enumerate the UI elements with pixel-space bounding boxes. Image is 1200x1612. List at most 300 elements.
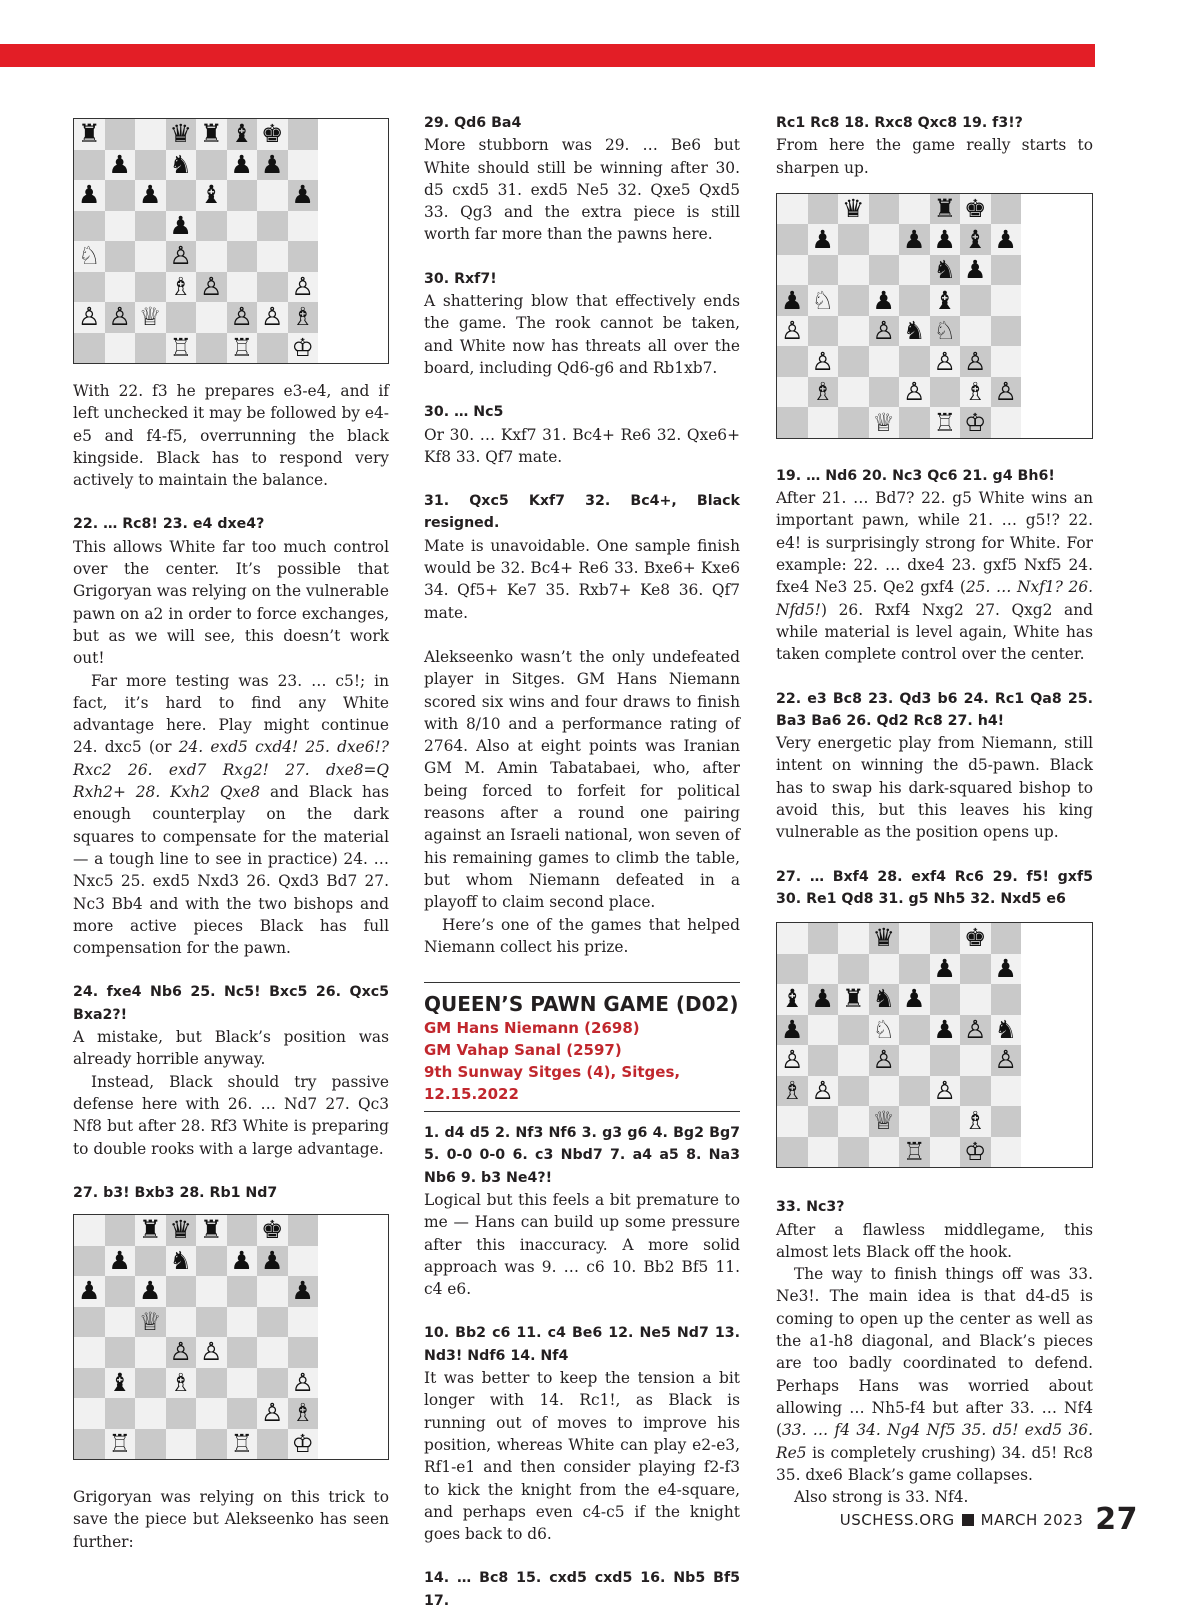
board-square — [105, 211, 136, 242]
board-square — [991, 285, 1022, 316]
black-queen-icon: ♛ — [842, 194, 865, 224]
black-queen-icon: ♛ — [169, 119, 192, 149]
board-square — [196, 1337, 227, 1368]
move-heading: 30. Rxf7! — [424, 270, 497, 287]
board-square — [991, 1015, 1022, 1046]
board-square — [288, 150, 319, 181]
board-square — [899, 1106, 930, 1137]
black-rook-icon: ♜ — [139, 1215, 162, 1245]
board-square — [135, 272, 166, 303]
board-square — [227, 1368, 258, 1399]
board-square — [105, 1337, 136, 1368]
black-rook-icon: ♜ — [200, 119, 223, 149]
board-square — [166, 119, 197, 150]
board-square — [288, 241, 319, 272]
move-heading: Rc1 Rc8 18. Rxc8 Qxc8 19. f3!? — [776, 115, 1023, 131]
board-square — [899, 285, 930, 316]
white-pawn-icon: ♙ — [108, 302, 131, 332]
board-square — [838, 346, 869, 377]
board-square — [74, 1429, 105, 1460]
board-square — [869, 346, 900, 377]
board-square — [166, 302, 197, 333]
move-heading: 29. Qd6 Ba4 — [424, 115, 522, 131]
board-square — [838, 255, 869, 286]
board-square — [288, 1307, 319, 1338]
board-square — [869, 407, 900, 438]
board-square — [991, 1106, 1022, 1137]
board-square — [808, 1015, 839, 1046]
board-square — [135, 1429, 166, 1460]
white-bishop-icon: ♗ — [964, 377, 987, 407]
black-pawn-icon: ♟ — [781, 1014, 804, 1044]
black-bishop-icon: ♝ — [200, 180, 223, 210]
white-pawn-icon: ♙ — [964, 1014, 987, 1044]
black-pawn-icon: ♟ — [964, 255, 987, 285]
board-square — [74, 1307, 105, 1338]
board-square — [196, 1276, 227, 1307]
board-square — [135, 1368, 166, 1399]
board-square — [227, 1246, 258, 1277]
paragraph: Far more testing was 23. … c5!; in fact, it’s hard to find any White advantage here. Play might continue 24. dxc5 (or 24. exd5 cxd4! 25. dxe6!? Rxc2 26. exd7 Rxg2! 27. dxe8=Q Rxh2+ 28. Kxh2 Qxe8 and Black has enough counterplay on the dark squares to compensate for the material — a tough line to see in practice) 24. … Nxc5 25. exd5 Nxd3 26. Qxd3 Bd7 27. Nc3 Bb4 and with the two bishops and more active pieces Black has full compensation for the pawn. — [73, 671, 389, 958]
board-square — [838, 377, 869, 408]
chess-diagram-1 — [73, 118, 389, 364]
white-bishop-icon: ♗ — [291, 1398, 314, 1428]
board-square — [899, 316, 930, 347]
board-square — [869, 377, 900, 408]
white-king-icon: ♔ — [291, 332, 314, 362]
black-pawn-icon: ♟ — [933, 953, 956, 983]
board-square — [777, 1076, 808, 1107]
board-square — [777, 923, 808, 954]
board-square — [196, 1307, 227, 1338]
black-pawn-icon: ♟ — [872, 285, 895, 315]
board-square — [838, 954, 869, 985]
white-pawn-icon: ♙ — [933, 1075, 956, 1105]
page-number: 27 — [1095, 1502, 1138, 1537]
board-square — [227, 180, 258, 211]
white-knight-icon: ♘ — [933, 316, 956, 346]
black-pawn-icon: ♟ — [108, 149, 131, 179]
board-square — [869, 1076, 900, 1107]
board-square — [166, 1276, 197, 1307]
board-square — [960, 377, 991, 408]
white-queen-icon: ♕ — [139, 302, 162, 332]
black-pawn-icon: ♟ — [169, 210, 192, 240]
white-pawn-icon: ♙ — [872, 316, 895, 346]
white-knight-icon: ♘ — [872, 1014, 895, 1044]
black-pawn-icon: ♟ — [994, 224, 1017, 254]
white-bishop-icon: ♗ — [811, 377, 834, 407]
board-square — [74, 302, 105, 333]
board-square — [288, 302, 319, 333]
black-pawn-icon: ♟ — [261, 1245, 284, 1275]
board-square — [838, 407, 869, 438]
board-square — [808, 346, 839, 377]
black-player: GM Vahap Sanal (2597) — [424, 1041, 622, 1060]
chess-diagram-3 — [776, 193, 1093, 439]
move-heading: 30. … Nc5 — [424, 404, 504, 421]
black-pawn-icon: ♟ — [811, 984, 834, 1014]
board-square — [135, 241, 166, 272]
board-square — [930, 377, 961, 408]
board-square — [105, 119, 136, 150]
white-knight-icon: ♘ — [811, 285, 834, 315]
black-pawn-icon: ♟ — [994, 953, 1017, 983]
paragraph: A mistake, but Black’s position was already horrible anyway. — [73, 1028, 389, 1069]
paragraph: The way to finish things off was 33. Ne3!. The main idea is that d4-d5 is coming to open up the center as well as the a1-h8 diagonal, and Black’s pieces are too badly coordinated to defend. Perhaps Hans was worried about allowing … Nh5-f4 but after 33. … Nf4 (33. … f4 34. Ng4 Nf5 35. d5! exd5 36. Re5 is completely crushing) 34. d5! Rc8 35. dxe6 Black’s game collapses. — [776, 1265, 1093, 1484]
board-square — [135, 302, 166, 333]
board-square — [166, 1307, 197, 1338]
white-pawn-icon: ♙ — [781, 316, 804, 346]
board-square — [930, 285, 961, 316]
white-pawn-icon: ♙ — [811, 1075, 834, 1105]
board-square — [74, 1398, 105, 1429]
white-pawn-icon: ♙ — [994, 377, 1017, 407]
board-square — [257, 1398, 288, 1429]
black-pawn-icon: ♟ — [139, 1276, 162, 1306]
board-square — [288, 1337, 319, 1368]
board-square — [991, 407, 1022, 438]
paragraph: It was better to keep the tension a bit longer with 14. Rc1!, as Black is running out of moves to improve his position, whereas White can play e2-e3, Rf1-e1 and then consider playing f2-f3 to kick the knight from the e4-square, and perhaps even c4-c5 if the knight goes back to d6. — [424, 1369, 740, 1544]
board-square — [808, 377, 839, 408]
paragraph: Very energetic play from Niemann, still intent on winning the d5-pawn. Black has to swap his dark-squared bishop to avoid this, but this leaves his king vulnerable as the position opens up. — [776, 734, 1093, 842]
board-square — [777, 1045, 808, 1076]
board-square — [960, 407, 991, 438]
board-square — [838, 1106, 869, 1137]
black-rook-icon: ♜ — [933, 194, 956, 224]
black-pawn-icon: ♟ — [781, 285, 804, 315]
black-pawn-icon: ♟ — [230, 149, 253, 179]
board-square — [257, 1429, 288, 1460]
black-pawn-icon: ♟ — [261, 149, 284, 179]
move-heading: 27. … Bxf4 28. exf4 Rc6 29. f5! gxf5 30. Re1 Qd8 31. g5 Nh5 32. Nxd5 e6 — [776, 868, 1093, 907]
board-square — [166, 1398, 197, 1429]
white-bishop-icon: ♗ — [291, 302, 314, 332]
site-name: USCHESS.ORG — [839, 1510, 955, 1529]
board-square — [227, 1276, 258, 1307]
black-pawn-icon: ♟ — [933, 1014, 956, 1044]
white-bishop-icon: ♗ — [169, 1367, 192, 1397]
board-square — [257, 333, 288, 364]
board-square — [991, 377, 1022, 408]
board-square — [960, 954, 991, 985]
board-square — [227, 119, 258, 150]
board-square — [808, 984, 839, 1015]
board-square — [869, 1137, 900, 1168]
board-square — [991, 1045, 1022, 1076]
board-square — [808, 194, 839, 225]
board-square — [288, 272, 319, 303]
board-square — [991, 923, 1022, 954]
board-square — [74, 1337, 105, 1368]
white-pawn-icon: ♙ — [261, 302, 284, 332]
board-square — [74, 119, 105, 150]
board-square — [135, 211, 166, 242]
black-king-icon: ♚ — [261, 1215, 284, 1245]
board-square — [960, 1137, 991, 1168]
black-bishop-icon: ♝ — [964, 224, 987, 254]
board-square — [838, 316, 869, 347]
white-pawn-icon: ♙ — [781, 1045, 804, 1075]
chess-diagram-4 — [776, 922, 1093, 1168]
board-square — [960, 255, 991, 286]
board-square — [135, 1398, 166, 1429]
move-heading: 22. … Rc8! 23. e4 dxe4? — [73, 516, 265, 533]
board-square — [777, 954, 808, 985]
board-square — [960, 346, 991, 377]
board-square — [135, 333, 166, 364]
board-square — [869, 194, 900, 225]
board-square — [105, 1215, 136, 1246]
black-knight-icon: ♞ — [169, 1245, 192, 1275]
white-pawn-icon: ♙ — [169, 1337, 192, 1367]
board-square — [74, 180, 105, 211]
board-square — [869, 316, 900, 347]
board-square — [105, 1246, 136, 1277]
paragraph: Mate is unavoidable. One sample finish would be 32. Bc4+ Re6 33. Bxe6+ Kxe6 34. Qf5+ Ke7 35. Rxb7+ Ke8 36. Qf7 mate. — [424, 536, 740, 622]
white-bishop-icon: ♗ — [964, 1106, 987, 1136]
board-square — [135, 180, 166, 211]
black-rook-icon: ♜ — [200, 1215, 223, 1245]
board-square — [808, 1076, 839, 1107]
board-square — [227, 1337, 258, 1368]
game-title: QUEEN’S PAWN GAME (D02) — [424, 992, 739, 1017]
page-footer — [840, 1502, 1138, 1537]
column-2 — [424, 112, 740, 1612]
black-rook-icon: ♜ — [842, 984, 865, 1014]
paragraph: After a flawless middlegame, this almost lets Black off the hook. — [776, 1220, 1093, 1261]
black-pawn-icon: ♟ — [903, 224, 926, 254]
white-pawn-icon: ♙ — [200, 1337, 223, 1367]
paragraph: Grigoryan was relying on this trick to save the piece but Alekseenko has seen further: — [73, 1488, 389, 1551]
board-square — [257, 180, 288, 211]
board-square — [991, 224, 1022, 255]
board-square — [777, 346, 808, 377]
game-header — [424, 982, 740, 1112]
paragraph: Instead, Black should try passive defense here with 26. … Nd7 27. Qc3 Nf8 but after 28. Rf3 White is preparing to double rooks with a large advantage. — [73, 1072, 389, 1158]
board-square — [105, 272, 136, 303]
board-square — [135, 1246, 166, 1277]
black-knight-icon: ♞ — [994, 1014, 1017, 1044]
board-square — [105, 150, 136, 181]
board-square — [899, 984, 930, 1015]
white-pawn-icon: ♙ — [261, 1398, 284, 1428]
board-square — [899, 194, 930, 225]
board-square — [227, 1307, 258, 1338]
board-square — [196, 119, 227, 150]
board-square — [930, 194, 961, 225]
board-square — [196, 1215, 227, 1246]
board-square — [808, 954, 839, 985]
board-square — [288, 1368, 319, 1399]
board-square — [899, 407, 930, 438]
board-square — [105, 180, 136, 211]
board-square — [105, 333, 136, 364]
board-square — [288, 1276, 319, 1307]
board-square — [808, 224, 839, 255]
black-pawn-icon: ♟ — [291, 1276, 314, 1306]
white-pawn-icon: ♙ — [872, 1045, 895, 1075]
board-square — [808, 316, 839, 347]
board-square — [991, 346, 1022, 377]
board-square — [777, 984, 808, 1015]
board-square — [808, 285, 839, 316]
board-square — [960, 316, 991, 347]
board-square — [105, 1368, 136, 1399]
black-pawn-icon: ♟ — [139, 180, 162, 210]
paragraph: After 21. … Bd7? 22. g5 White wins an important pawn, while 21. … g5!? 22. e4! is surprisingly strong for White. For example: 22. … dxe4 23. gxf5 Nxf5 24. fxe4 Ne3 25. Qe2 gxf4 (25. … Nxf1? 26. Nfd5!) 26. Rxf4 Nxg2 27. Qxg2 and while material is level again, White has taken complete control over the center. — [776, 489, 1094, 664]
white-queen-icon: ♕ — [139, 1306, 162, 1336]
black-bishop-icon: ♝ — [230, 119, 253, 149]
board-square — [166, 241, 197, 272]
board-square — [288, 119, 319, 150]
event-info: 9th Sunway Sitges (4), Sitges, 12.15.2022 — [424, 1063, 681, 1104]
board-square — [930, 407, 961, 438]
board-square — [196, 302, 227, 333]
white-bishop-icon: ♗ — [169, 271, 192, 301]
board-square — [960, 194, 991, 225]
board-square — [960, 1015, 991, 1046]
board-square — [838, 1015, 869, 1046]
black-king-icon: ♚ — [964, 923, 987, 953]
black-king-icon: ♚ — [964, 194, 987, 224]
board-square — [869, 1045, 900, 1076]
black-knight-icon: ♞ — [872, 984, 895, 1014]
board-square — [257, 302, 288, 333]
black-queen-icon: ♛ — [872, 923, 895, 953]
board-square — [777, 224, 808, 255]
board-square — [74, 272, 105, 303]
black-pawn-icon: ♟ — [78, 180, 101, 210]
board-square — [257, 150, 288, 181]
board-square — [166, 211, 197, 242]
white-pawn-icon: ♙ — [994, 1045, 1017, 1075]
black-knight-icon: ♞ — [903, 316, 926, 346]
white-king-icon: ♔ — [964, 407, 987, 437]
board-square — [227, 241, 258, 272]
board-square — [930, 346, 961, 377]
board-square — [257, 211, 288, 242]
board-square — [899, 1076, 930, 1107]
board-square — [166, 180, 197, 211]
board-square — [227, 302, 258, 333]
move-heading: 24. fxe4 Nb6 25. Nc5! Bxc5 26. Qxc5 Bxa2?! — [73, 984, 389, 1023]
column-1 — [73, 112, 389, 1553]
white-rook-icon: ♖ — [230, 332, 253, 362]
board-square — [166, 1368, 197, 1399]
black-pawn-icon: ♟ — [291, 180, 314, 210]
board-square — [930, 954, 961, 985]
board-square — [166, 1246, 197, 1277]
move-heading: 14. … Bc8 15. cxd5 cxd5 16. Nb5 Bf5 17. — [424, 1570, 740, 1609]
board-square — [930, 984, 961, 1015]
board-square — [991, 316, 1022, 347]
board-square — [899, 1015, 930, 1046]
board-square — [257, 1276, 288, 1307]
paragraph: More stubborn was 29. … Be6 but White should still be winning after 30. d5 cxd5 31. exd5 Ne5 32. Qxe5 Qxd5 33. Qg3 and the extra piece is still worth far more than the pawns here. — [424, 136, 740, 244]
board-square — [808, 255, 839, 286]
board-square — [899, 1137, 930, 1168]
black-bishop-icon: ♝ — [781, 984, 804, 1014]
white-pawn-icon: ♙ — [964, 346, 987, 376]
board-square — [991, 1137, 1022, 1168]
board-square — [74, 211, 105, 242]
black-bishop-icon: ♝ — [933, 285, 956, 315]
board-square — [288, 333, 319, 364]
black-bishop-icon: ♝ — [108, 1367, 131, 1397]
board-square — [808, 923, 839, 954]
white-king-icon: ♔ — [964, 1136, 987, 1166]
paragraph: Or 30. … Kxf7 31. Bc4+ Re6 32. Qxe6+ Kf8 33. Qf7 mate. — [424, 425, 740, 466]
board-square — [227, 1215, 258, 1246]
board-square — [135, 1337, 166, 1368]
board-square — [838, 1076, 869, 1107]
board-square — [869, 255, 900, 286]
board-square — [991, 194, 1022, 225]
board-square — [838, 1137, 869, 1168]
board-square — [74, 333, 105, 364]
board-square — [196, 1429, 227, 1460]
board-square — [105, 241, 136, 272]
board-square — [196, 241, 227, 272]
board-square — [74, 1246, 105, 1277]
white-pawn-icon: ♙ — [933, 346, 956, 376]
move-heading: 33. Nc3? — [776, 1199, 845, 1216]
board-square — [869, 984, 900, 1015]
white-queen-icon: ♕ — [872, 1106, 895, 1136]
board-square — [166, 272, 197, 303]
white-pawn-icon: ♙ — [811, 346, 834, 376]
board-square — [288, 211, 319, 242]
move-heading: 10. Bb2 c6 11. c4 Be6 12. Ne5 Nd7 13. Nd3! Ndf6 14. Nf4 — [424, 1325, 740, 1364]
board-square — [196, 1398, 227, 1429]
board-square — [808, 407, 839, 438]
white-pawn-icon: ♙ — [903, 377, 926, 407]
board-square — [930, 316, 961, 347]
board-square — [196, 150, 227, 181]
board-square — [227, 272, 258, 303]
board-square — [166, 150, 197, 181]
board-square — [135, 150, 166, 181]
paragraph: Alekseenko wasn’t the only undefeated player in Sitges. GM Hans Niemann scored six wins and four draws to finish with 8/10 and a performance rating of 2764. Also at eight points was Iranian GM M. Amin Tabatabaei, who, after being forced to forfeit for political reasons after a round one pairing against an Israeli national, won seven of his remaining games to climb the table, but whom Niemann defeated in a playoff to claim second place. — [424, 647, 740, 912]
board-square — [105, 1276, 136, 1307]
board-square — [257, 1215, 288, 1246]
board-square — [869, 954, 900, 985]
black-queen-icon: ♛ — [169, 1215, 192, 1245]
board-square — [930, 224, 961, 255]
board-square — [991, 954, 1022, 985]
board-square — [991, 1076, 1022, 1107]
board-square — [899, 224, 930, 255]
chess-diagram-2 — [73, 1214, 389, 1460]
board-square — [227, 1429, 258, 1460]
white-rook-icon: ♖ — [169, 332, 192, 362]
board-square — [808, 1137, 839, 1168]
black-pawn-icon: ♟ — [811, 224, 834, 254]
board-square — [74, 1215, 105, 1246]
board-square — [899, 255, 930, 286]
board-square — [257, 1368, 288, 1399]
board-square — [257, 1307, 288, 1338]
board-square — [777, 194, 808, 225]
white-knight-icon: ♘ — [78, 241, 101, 271]
column-3 — [776, 112, 1093, 1508]
board-square — [777, 316, 808, 347]
board-square — [777, 255, 808, 286]
board-square — [227, 150, 258, 181]
white-player: GM Hans Niemann (2698) — [424, 1019, 640, 1038]
board-square — [777, 285, 808, 316]
